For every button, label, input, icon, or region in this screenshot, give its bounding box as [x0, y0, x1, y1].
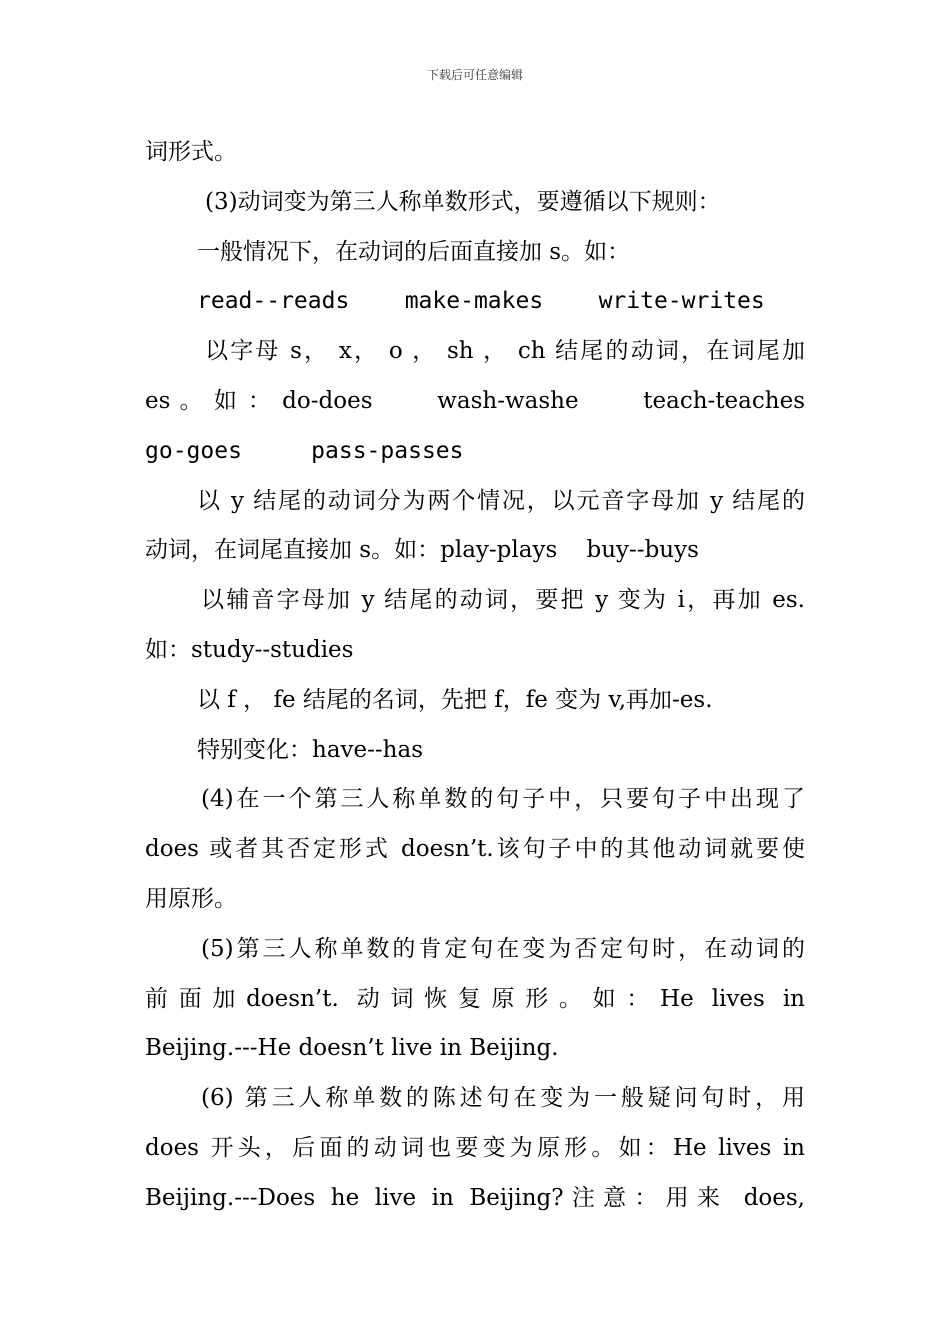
text-line: es 。 如 ： do-does wash-washe teach-teaches	[145, 387, 805, 414]
text-line: (3)动词变为第三人称单数形式，要遵循以下规则：	[205, 188, 721, 215]
text-line: read--reads make-makes write-writes	[197, 288, 765, 315]
text-line: 以字母 s， x， o ， sh ， ch 结尾的动词，在词尾加	[205, 338, 805, 365]
text-line: does 开头，后面的动词也要变为原形。如：He lives in	[145, 1134, 805, 1161]
document-body	[145, 128, 805, 1224]
text-line: 词形式。	[145, 139, 237, 165]
text-line: 动词，在词尾直接加 s。如：play-plays buy--buys	[145, 537, 699, 564]
text-line: 以 f ， fe 结尾的名词，先把 f，fe 变为 v,再加-es.	[197, 686, 713, 713]
text-line: go-goes pass-passes	[145, 437, 464, 464]
text-line: Beijing.---He doesn’t live in Beijing.	[145, 1035, 559, 1062]
text-line: does 或者其否定形式 doesn’t.该句子中的其他动词就要使	[145, 836, 805, 863]
page-header: 下载后可任意编辑	[426, 68, 523, 82]
text-line: 以 y 结尾的动词分为两个情况，以元音字母加 y 结尾的	[197, 487, 805, 514]
text-line: 用原形。	[145, 885, 237, 912]
text-line: (5)第三人称单数的肯定句在变为否定句时，在动词的	[201, 935, 805, 962]
text-line: 特别变化：have--has	[197, 736, 424, 763]
text-line: (6) 第三人称单数的陈述句在变为一般疑问句时，用	[201, 1085, 805, 1112]
text-line: 以辅音字母加 y 结尾的动词，要把 y 变为 i，再加 es.	[201, 587, 805, 614]
text-line: (4)在一个第三人称单数的句子中，只要句子中出现了	[201, 786, 805, 813]
text-line: 如：study--studies	[145, 636, 354, 663]
text-line: 一般情况下，在动词的后面直接加 s。如：	[197, 238, 631, 265]
text-line: 前 面 加 doesn’t. 动 词 恢 复 原 形 。 如 ： He lives in	[145, 985, 805, 1012]
text-line: Beijing.---Does he live in Beijing?注意：用来 does,	[145, 1184, 805, 1211]
